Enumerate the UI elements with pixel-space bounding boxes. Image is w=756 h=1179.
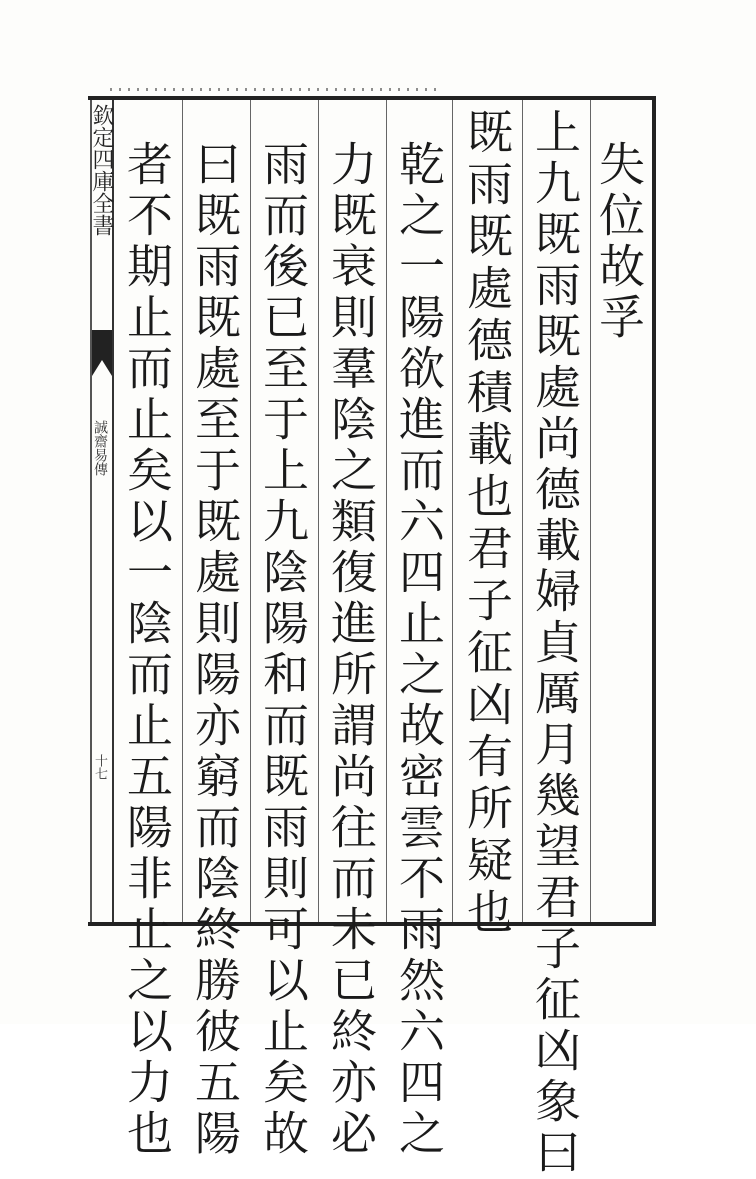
page-number: 十七 — [92, 754, 107, 780]
ink-speckle — [110, 88, 440, 91]
column-rule — [452, 100, 453, 922]
text-column-5: 力既衰則羣陰之類復進所謂尚往而未已終亦必 — [324, 140, 378, 1160]
text-column-6: 雨而後已至于上九陰陽和而既雨則可以止矣故 — [256, 140, 310, 1160]
column-rule — [590, 100, 591, 922]
column-rule — [250, 100, 251, 922]
column-rule — [386, 100, 387, 922]
column-rule — [182, 100, 183, 922]
fish-tail-mark — [92, 330, 112, 376]
frame-right-border — [652, 96, 656, 926]
text-column-7: 曰既雨既處至于既處則陽亦窮而陰終勝彼五陽 — [188, 140, 242, 1160]
section-title: 誠齋易傳 — [92, 420, 108, 476]
column-rule — [522, 100, 523, 922]
book-title: 欽定四庫全書 — [89, 104, 114, 236]
text-column-3: 既雨既處德積載也君子征凶有所疑也 — [460, 108, 514, 940]
text-column-4: 乾之一陽欲進而六四止之故密雲不雨然六四之 — [392, 140, 446, 1160]
text-column-2: 上九既雨既處尚德載婦貞厲月幾望君子征凶象曰 — [528, 108, 582, 1179]
frame-top-border — [88, 96, 656, 100]
text-column-1: 失位故孚 — [592, 140, 646, 344]
text-column-8: 者不期止而止矣以一陰而止五陽非止之以力也 — [120, 140, 174, 1160]
column-rule — [318, 100, 319, 922]
